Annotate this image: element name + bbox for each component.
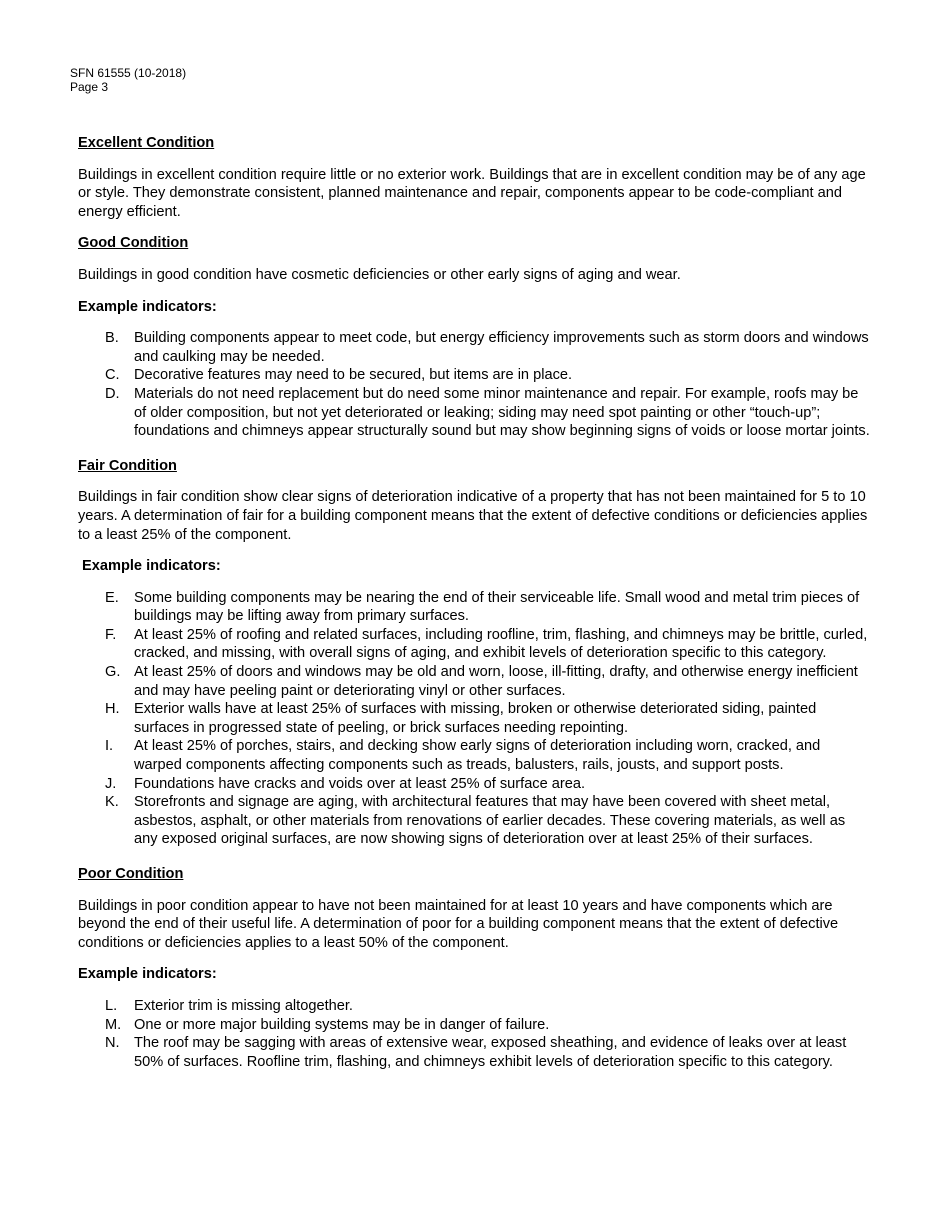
good-condition-heading: Good Condition	[78, 235, 189, 252]
list-item	[78, 626, 870, 663]
item-letter: G.	[105, 664, 121, 681]
list-item	[78, 793, 870, 849]
item-text: At least 25% of roofing and related surfaces, including roofline, trim, flashing, and chimneys may be brittle, curled, cracked, and missing, with overall signs of aging, and exhibit levels of deterioration specific to this category.	[134, 626, 868, 662]
item-letter: M.	[105, 1016, 122, 1033]
fair-example-heading: Example indicators:	[82, 558, 221, 575]
item-letter: F.	[105, 626, 117, 643]
item-letter: K.	[105, 794, 119, 811]
item-letter: C.	[105, 367, 120, 384]
item-text: Decorative features may need to be secured, but items are in place.	[134, 367, 573, 384]
good-example-heading: Example indicators:	[78, 298, 217, 315]
excellent-condition-heading: Excellent Condition	[78, 135, 215, 151]
item-text: Exterior trim is missing altogether.	[134, 997, 353, 1014]
item-letter: B.	[105, 330, 119, 347]
item-text: One or more major building systems may be in danger of failure.	[134, 1016, 550, 1033]
list-item	[78, 737, 870, 774]
item-text: At least 25% of porches, stairs, and decking show early signs of deterioration including worn, cracked, and warped components affecting components such as treads, balusters, rails, jousts, and support posts.	[134, 738, 821, 774]
item-letter: L.	[105, 997, 118, 1014]
fair-condition-text: Buildings in fair condition show clear signs of deterioration indicative of a property that has not been maintained for 5 to 10 years. A determination of fair for a building component means that the extent of defective conditions or deficiencies applies to a least 25% of the component.	[78, 489, 868, 543]
fair-indicator-list	[78, 589, 870, 849]
list-item	[78, 997, 870, 1016]
item-letter: E.	[105, 589, 119, 606]
list-item	[78, 589, 870, 626]
list-item	[78, 1034, 870, 1071]
item-letter: D.	[105, 385, 120, 402]
form-number: SFN 61555 (10-2018)	[70, 66, 187, 80]
list-item	[78, 1016, 870, 1035]
page-number: Page 3	[70, 80, 109, 94]
item-text: Storefronts and signage are aging, with architectural features that may have been covered with sheet metal, asbestos, asphalt, or other materials from renovations of earlier decades. These covering materials, as well as any exposed original surfaces, are now showing signs of deterioration over at least 25% of their surfaces.	[134, 794, 846, 848]
fair-condition-heading: Fair Condition	[78, 457, 177, 474]
poor-indicator-list	[78, 997, 870, 1071]
list-item	[78, 700, 870, 737]
item-text: At least 25% of doors and windows may be old and worn, loose, ill-fitting, drafty, and otherwise energy inefficient and may have peeling paint or deteriorating vinyl or other surfaces.	[134, 664, 858, 699]
poor-condition-heading: Poor Condition	[78, 866, 184, 882]
item-text: Building components appear to meet code, but energy efficiency improvements such as storm doors and windows and caulking may be needed.	[134, 330, 869, 365]
list-item	[78, 775, 870, 794]
excellent-condition-text: Buildings in excellent condition require little or no exterior work. Buildings that are in excellent condition may be of any age or style. They demonstrate consistent, planned maintenance and repair, components appear to be code-compliant and energy efficient.	[78, 166, 866, 220]
item-letter: N.	[105, 1035, 120, 1052]
document-body	[78, 134, 870, 1087]
item-letter: J.	[105, 775, 117, 792]
form-header	[70, 66, 186, 94]
poor-condition-text: Buildings in poor condition appear to have not been maintained for at least 10 years and have components which are beyond the end of their useful life. A determination of poor for a building component means that the extent of defective conditions or deficiencies applies to a least 50% of the component.	[78, 897, 839, 951]
item-letter: H.	[105, 701, 120, 718]
list-item	[78, 385, 870, 441]
item-text: Foundations have cracks and voids over at least 25% of surface area.	[134, 775, 586, 792]
list-item	[78, 329, 870, 366]
item-text: Exterior walls have at least 25% of surfaces with missing, broken or otherwise deteriorated siding, painted surfaces in progressed state of peeling, or brick surfaces needing repointing.	[134, 701, 817, 736]
list-item	[78, 663, 870, 700]
good-indicator-list	[78, 329, 870, 441]
list-item	[78, 366, 870, 385]
good-condition-text: Buildings in good condition have cosmetic deficiencies or other early signs of aging and wear.	[78, 266, 681, 283]
item-text: Materials do not need replacement but do need some minor maintenance and repair. For example, roofs may be of older composition, but not yet deteriorated or leaking; siding may need spot painting or other “touch-up”; foundations and chimneys appear structurally sound but may show beginning signs of voids or loose mortar joints.	[134, 385, 870, 440]
poor-example-heading: Example indicators:	[78, 966, 217, 983]
item-letter: I.	[105, 738, 114, 755]
item-text: The roof may be sagging with areas of extensive wear, exposed sheathing, and evidence of leaks over at least 50% of surfaces. Roofline trim, flashing, and chimneys exhibit levels of deterioration specific to this category.	[134, 1035, 847, 1070]
item-text: Some building components may be nearing the end of their serviceable life. Small wood and metal trim pieces of buildings may be lifting away from primary surfaces.	[134, 589, 860, 625]
